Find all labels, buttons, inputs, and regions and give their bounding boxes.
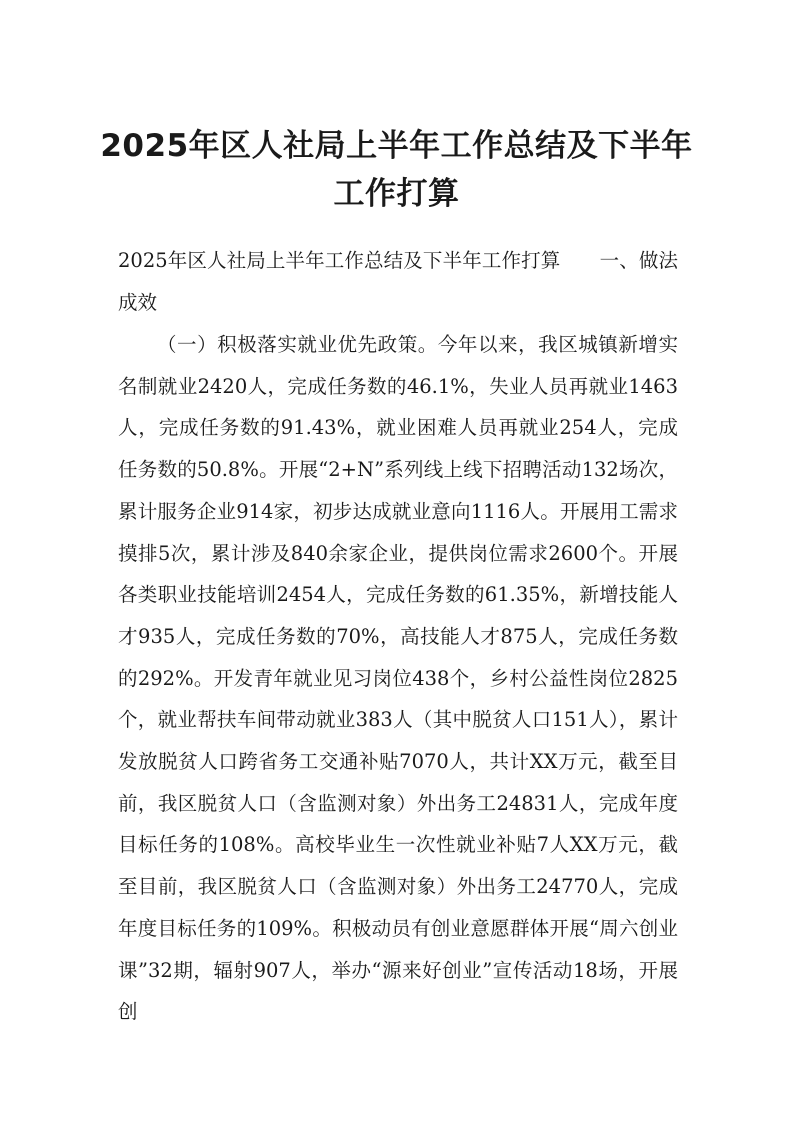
intro-paragraph: 2025年区人社局上半年工作总结及下半年工作打算 一、做法成效	[118, 249, 678, 314]
document-title-line-1: 2025年区人社局上半年工作总结及下半年	[100, 128, 693, 164]
document-title-line-2: 工作打算	[333, 176, 460, 212]
body-paragraph: （一）积极落实就业优先政策。今年以来，我区城镇新增实名制就业2420人，完成任务数的46.1%，失业人员再就业1463人，完成任务数的91.43%，就业困难人员再就业254人，完成任务数的50.8%。开展“2+N”系列线上线下招聘活动132场次，累计服务企业914家，初步达成就业意向1116人。开展用工需求摸排5次，累计涉及840余家企业，提供岗位需求2600个。开展各类职业技能培训2454人，完成任务数的61.35%，新增技能人才935人，完成任务数的70%，高技能人才875人，完成任务数的292%。开发青年就业见习岗位438个，乡村公益性岗位2825个，就业帮扶车间带动就业383人（其中脱贫人口151人），累计发放脱贫人口跨省务工交通补贴7070人，共计XX万元，截至目前，我区脱贫人口（含监测对象）外出务工24831人，完成年度目标任务的108%。高校毕业生一次性就业补贴7人XX万元，截至目前，我区脱贫人口（含监测对象）外出务工24770人，完成年度目标任务的109%。积极动员有创业意愿群体开展“周六创业课”32期，辐射907人，举办“源来好创业”宣传活动18场，开展创	[118, 333, 678, 1024]
